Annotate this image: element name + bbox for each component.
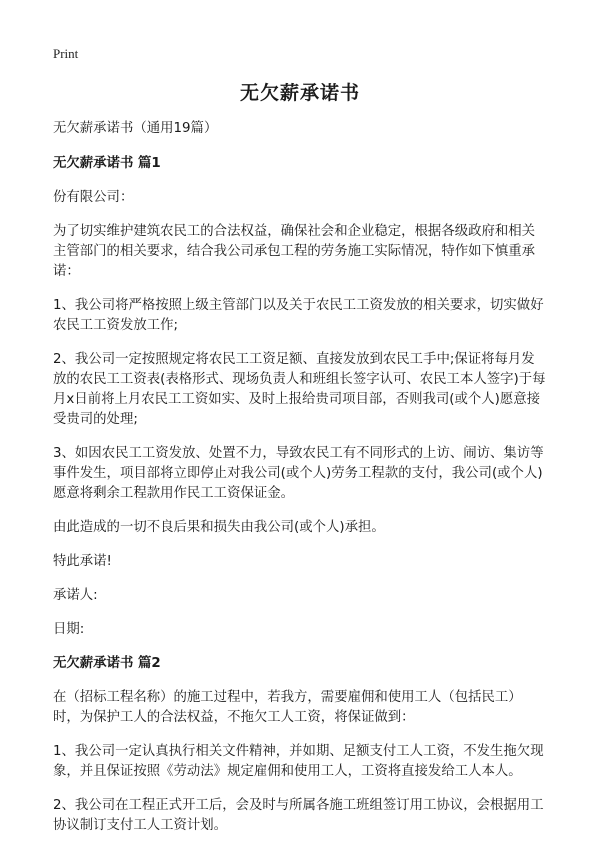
signature-label: 承诺人:: [53, 588, 98, 603]
paragraph: 1、我公司一定认真执行相关文件精神，并如期、足额支付工人工资，不发生拖欠现象，并且保证按照《劳动法》规定雇佣和使用工人，工资将直接发给工人本人。: [53, 744, 544, 779]
print-link[interactable]: Print: [53, 46, 79, 61]
document-body: [53, 119, 548, 850]
paragraph: 2、我公司一定按照规定将农民工工资足额、直接发放到农民工手中;保证将每月发放的农民工工资表(表格形式、现场负责人和班组长签字认可、农民工本人签字)于每月x日前将上月农民工工资如实、及时上报给贵司项目部，否则我司(或个人)愿意接受贵司的处理;: [53, 352, 546, 427]
page-title: 无欠薪承诺书: [239, 82, 360, 104]
paragraph: 为了切实维护建筑农民工的合法权益，确保社会和企业稳定，根据各级政府和相关主管部门的相关要求，结合我公司承包工程的劳务施工实际情况，特作如下慎重承诺：: [53, 224, 536, 279]
paragraph: 特此承诺!: [53, 554, 112, 569]
paragraph: 在（招标工程名称）的施工过程中，若我方，需要雇佣和使用工人（包括民工）时，为保护工人的合法权益，不拖欠工人工资，将保证做到：: [53, 690, 522, 725]
paragraph: 1、我公司将严格按照上级主管部门以及关于农民工工资发放的相关要求，切实做好农民工工资发放工作;: [53, 298, 544, 333]
section-heading-1: 无欠薪承诺书 篇1: [53, 156, 161, 171]
paragraph: 3、如因农民工工资发放、处置不力，导致农民工有不同形式的上访、闹访、集访等事件发生，项目部将立即停止对我公司(或个人)劳务工程款的支付，我公司(或个人)愿意将剩余工程款用作民工工资保证金。: [53, 446, 544, 501]
paragraph: 2、我公司在工程正式开工后，会及时与所属各施工班组签订用工协议，会根据用工协议制订支付工人工资计划。: [53, 798, 544, 833]
document-subtitle: 无欠薪承诺书（通用19篇）: [53, 121, 218, 136]
date-label: 日期:: [53, 622, 85, 637]
paragraph: 由此造成的一切不良后果和损失由我公司(或个人)承担。: [53, 520, 385, 535]
paragraph: 份有限公司：: [53, 190, 134, 205]
section-heading-2: 无欠薪承诺书 篇2: [53, 656, 161, 671]
